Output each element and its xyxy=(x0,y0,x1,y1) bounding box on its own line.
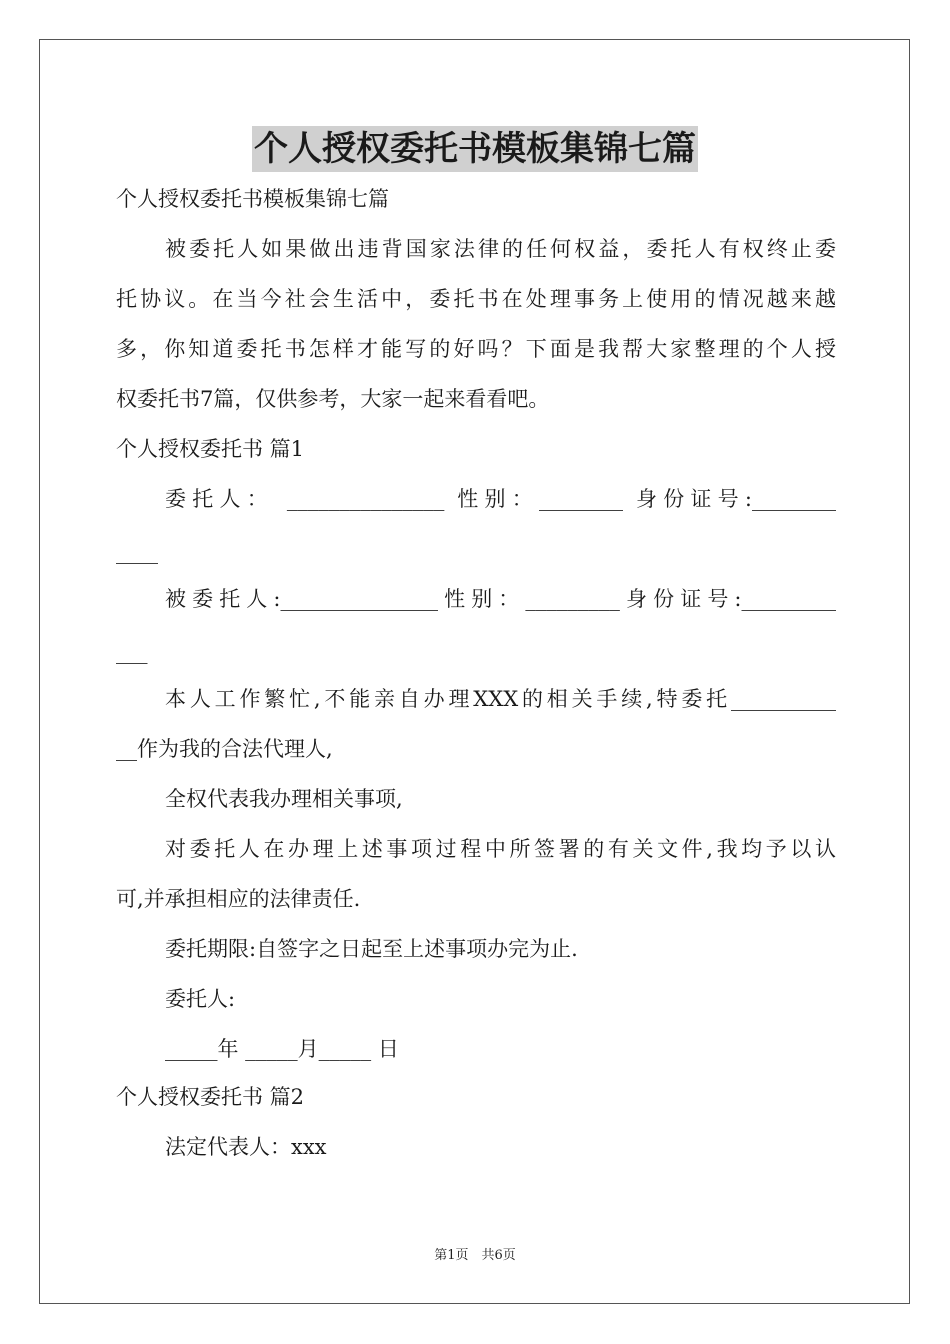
body-line: 对委托人在办理上述事项过程中所签署的有关文件,我均予以认 xyxy=(165,837,836,861)
page-number: 第1页 共6页 xyxy=(434,1248,516,1263)
section-heading: 个人授权委托书 篇2 xyxy=(116,1085,305,1109)
agent-line: 被委托人:_______________性别：_________身份证号:_________ xyxy=(165,587,836,611)
body-line: __作为我的合法代理人, xyxy=(116,737,333,761)
intro-line: 被委托人如果做出违背国家法律的任何权益，委托人有权终止委 xyxy=(165,237,836,261)
intro-line: 多，你知道委托书怎样才能写的好吗？下面是我帮大家整理的个人授 xyxy=(116,337,836,361)
intro-line: 权委托书7篇，仅供参考，大家一起来看看吧。 xyxy=(116,387,550,411)
signature-label: 委托人: xyxy=(165,987,236,1011)
body-line: 全权代表我办理相关事项, xyxy=(165,787,403,811)
principal-line: 委托人： _______________ 性别：________ 身份证号:________ xyxy=(165,487,836,511)
body-line: 本人工作繁忙,不能亲自办理XXX的相关手续,特委托__________ xyxy=(165,687,836,711)
agent-line-cont: ___ xyxy=(116,640,148,664)
intro-line: 托协议。在当今社会生活中，委托书在处理事务上使用的情况越来越 xyxy=(116,287,836,311)
body-line: 可,并承担相应的法律责任. xyxy=(116,887,361,911)
principal-line-cont: ____ xyxy=(116,540,158,564)
page-border xyxy=(39,39,910,1304)
document-title: 个人授权委托书模板集锦七篇 xyxy=(252,126,698,172)
date-line: _____年 _____月_____ 日 xyxy=(165,1037,399,1061)
section-heading: 个人授权委托书 篇1 xyxy=(116,437,305,461)
legal-rep-line: 法定代表人：xxx xyxy=(165,1135,327,1159)
term-line: 委托期限:自签字之日起至上述事项办完为止. xyxy=(165,937,578,961)
subtitle: 个人授权委托书模板集锦七篇 xyxy=(116,187,389,211)
title-container xyxy=(0,126,950,172)
